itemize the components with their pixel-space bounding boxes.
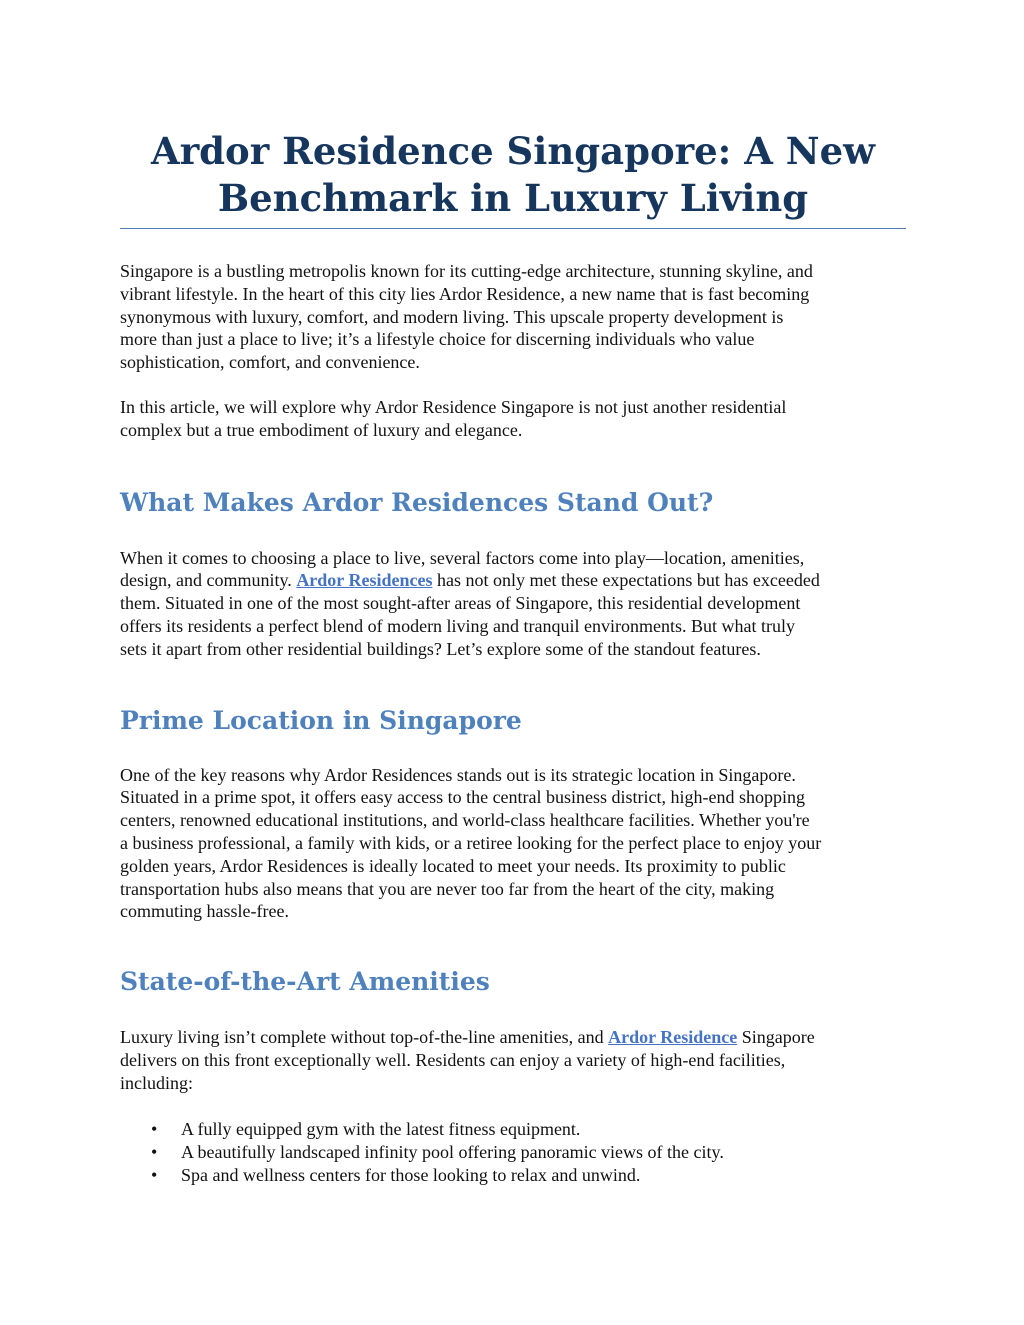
intro-paragraph-2: In this article, we will explore why Ardor Residence Singapore is not just another residential complex but a true embodiment of luxury and elegance.: [120, 396, 787, 440]
amenities-list: [120, 1118, 906, 1187]
document-title: Ardor Residence Singapore: A New Benchmark in Luxury Living: [120, 128, 906, 229]
amenities-text-before-link: Luxury living isn’t complete without top-of-the-line amenities, and: [120, 1027, 609, 1048]
bullet-icon: •: [151, 1118, 158, 1139]
stand-out-paragraph: [120, 547, 906, 661]
ardor-residences-link[interactable]: Ardor Residences: [296, 570, 433, 591]
amenities-paragraph: [120, 1026, 906, 1094]
ardor-residence-link[interactable]: Ardor Residence: [608, 1027, 738, 1048]
amenities-text-after-link: Singapore delivers on this front exceptionally well. Residents can enjoy a variety of high-end facilities, including:: [120, 1027, 815, 1093]
stand-out-text-after-link: has not only met these expectations but has exceeded them. Situated in one of the most sought-after areas of Singapore, this residential development offers its residents a perfect blend of modern living and tranquil environments. But what truly sets it apart from other residential buildings? Let’s explore some of the standout features.: [120, 570, 820, 659]
intro-paragraph-1: Singapore is a bustling metropolis known for its cutting-edge architecture, stunning skyline, and vibrant lifestyle. In the heart of this city lies Ardor Residence, a new name that is fast becoming synonymous with luxury, comfort, and modern living. This upscale property development is more than just a place to live; it’s a lifestyle choice for discerning individuals who value sophistication, comfort, and convenience.: [120, 261, 813, 373]
bullet-icon: •: [151, 1164, 158, 1185]
list-item: [120, 1118, 906, 1141]
section-heading-prime-location: Prime Location in Singapore: [120, 705, 522, 735]
section-heading-amenities: State-of-the-Art Amenities: [120, 967, 490, 997]
bullet-icon: •: [151, 1141, 158, 1162]
prime-location-paragraph: One of the key reasons why Ardor Residences stands out is its strategic location in Singapore. Situated in a prime spot, it offers easy access to the central business district, high-end shopping centers, renowned educational institutions, and world-class healthcare facilities. Whether you're a business professional, a family with kids, or a retiree looking for the perfect place to enjoy your golden years, Ardor Residences is ideally located to meet your needs. Its proximity to public transportation hubs also means that you are never too far from the heart of the city, making commuting hassle-free.: [120, 764, 822, 922]
list-item: [120, 1164, 906, 1187]
document-page: [120, 0, 906, 1187]
stand-out-text-before-link: When it comes to choosing a place to live, several factors come into play—location, amenities, design, and community.: [120, 547, 805, 591]
list-item-text: A fully equipped gym with the latest fitness equipment.: [181, 1118, 581, 1139]
list-item-text: Spa and wellness centers for those looking to relax and unwind.: [181, 1164, 641, 1185]
list-item: [120, 1141, 906, 1164]
list-item-text: A beautifully landscaped infinity pool offering panoramic views of the city.: [181, 1141, 724, 1162]
section-heading-stand-out: What Makes Ardor Residences Stand Out?: [120, 487, 714, 517]
